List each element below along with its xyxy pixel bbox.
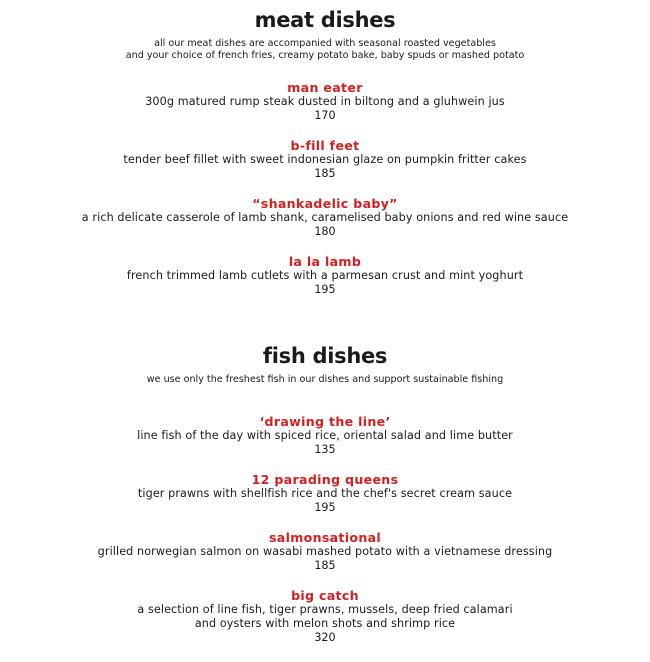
dish-description: french trimmed lamb cutlets with a parmesan crust and mint yoghurt <box>126 269 524 282</box>
dish-item <box>0 472 650 515</box>
dish-name: big catch <box>291 588 359 603</box>
fish-dish-list <box>0 414 650 645</box>
fish-section-title: fish dishes <box>262 344 388 368</box>
fish-section-header <box>0 344 650 386</box>
dish-price: 195 <box>314 501 336 514</box>
dish-description: grilled norwegian salmon on wasabi mashed potato with a vietnamese dressing <box>97 545 553 558</box>
dish-price: 185 <box>314 167 336 180</box>
dish-description-line-1: a selection of line fish, tiger prawns, mussels, deep fried calamari <box>137 603 513 616</box>
dish-description: tiger prawns with shellfish rice and the chef's secret cream sauce <box>137 487 513 500</box>
dish-price: 195 <box>314 283 336 296</box>
dish-name: man eater <box>287 80 363 95</box>
dish-description: line fish of the day with spiced rice, oriental salad and lime butter <box>137 429 513 442</box>
dish-name: la la lamb <box>288 254 362 269</box>
dish-description: a rich delicate casserole of lamb shank, caramelised baby onions and red wine sauce <box>81 211 569 224</box>
dish-price: 180 <box>314 225 336 238</box>
dish-name: b-fill feet <box>290 138 360 153</box>
dish-item <box>0 414 650 457</box>
dish-item <box>0 254 650 297</box>
dish-price: 320 <box>314 631 336 644</box>
dish-item <box>0 80 650 123</box>
meat-note-line-2: and your choice of french fries, creamy potato bake, baby spuds or mashed potato <box>125 50 525 61</box>
dish-name: ‘drawing the line’ <box>259 414 391 429</box>
dish-item <box>0 530 650 573</box>
dish-item <box>0 196 650 239</box>
meat-dish-list <box>0 80 650 297</box>
meat-section-note <box>0 38 650 62</box>
dish-name: 12 parading queens <box>251 472 399 487</box>
dish-name: “shankadelic baby” <box>252 196 398 211</box>
meat-section-title: meat dishes <box>254 8 396 32</box>
dish-description: tender beef fillet with sweet indonesian glaze on pumpkin fritter cakes <box>123 153 527 166</box>
dish-price: 170 <box>314 109 336 122</box>
fish-section-note: we use only the freshest fish in our dishes and support sustainable fishing <box>146 374 504 385</box>
dish-item <box>0 138 650 181</box>
dish-description: 300g matured rump steak dusted in biltong and a gluhwein jus <box>145 95 505 108</box>
meat-note-line-1: all our meat dishes are accompanied with seasonal roasted vegetables <box>154 38 496 49</box>
dish-price: 185 <box>314 559 336 572</box>
dish-item <box>0 588 650 645</box>
dish-name: salmonsational <box>268 530 381 545</box>
meat-section-header <box>0 8 650 62</box>
dish-price: 135 <box>314 443 336 456</box>
dish-description-line-2: and oysters with melon shots and shrimp rice <box>194 617 456 630</box>
